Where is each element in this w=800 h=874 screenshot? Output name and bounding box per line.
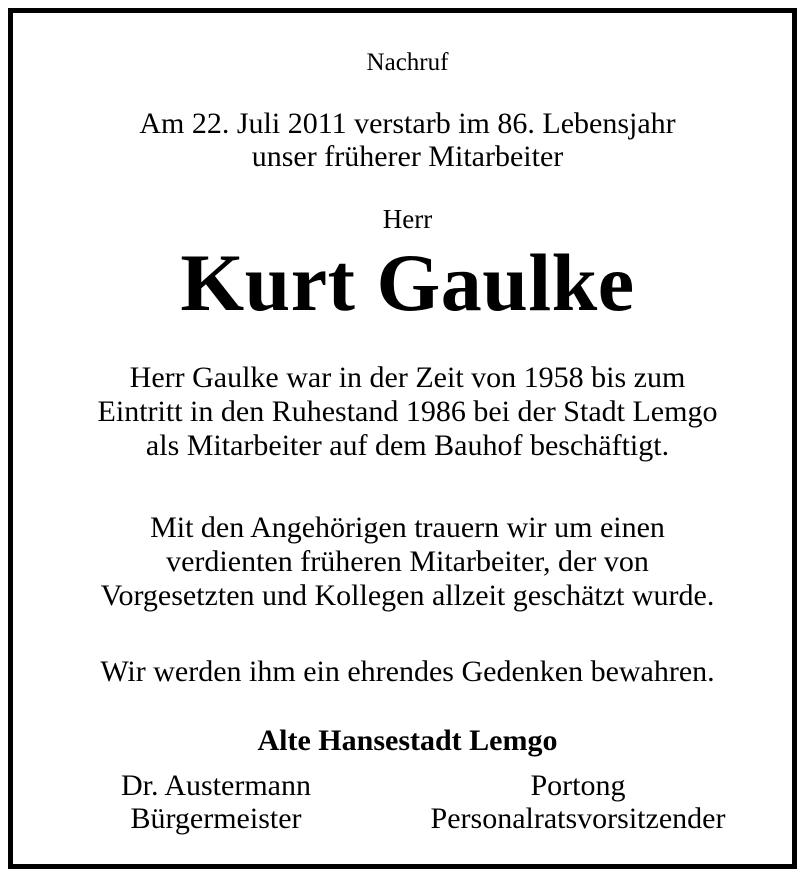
signatory-name: Portong xyxy=(530,769,626,802)
paragraph-line: Eintritt in den Ruhestand 1986 bei der Stadt Lemgo xyxy=(97,395,718,428)
organization-name: Alte Hansestadt Lemgo xyxy=(257,724,558,757)
signatory-title: Personalratsvorsitzender xyxy=(430,802,726,835)
signatory-title: Bürgermeister xyxy=(130,802,302,835)
notice-heading: Nachruf xyxy=(366,49,449,76)
obituary-notice-frame xyxy=(8,8,797,869)
paragraph-line: als Mitarbeiter auf dem Bauhof beschäftigt. xyxy=(145,429,670,462)
intro-line: Am 22. Juli 2011 verstarb im 86. Lebensjahr xyxy=(139,107,676,140)
closing-sentence: Wir werden ihm ein ehrendes Gedenken bewahren. xyxy=(100,655,715,688)
paragraph-line: Vorgesetzten und Kollegen allzeit geschätzt wurde. xyxy=(100,579,715,612)
paragraph-line: Herr Gaulke war in der Zeit von 1958 bis zum xyxy=(129,361,686,394)
salutation: Herr xyxy=(382,204,433,234)
paragraph-line: Mit den Angehörigen trauern wir um einen xyxy=(150,511,665,544)
deceased-name: Kurt Gaulke xyxy=(180,237,635,328)
signatory-name: Dr. Austermann xyxy=(121,769,311,802)
paragraph-line: verdienten früheren Mitarbeiter, der von xyxy=(166,545,649,578)
intro-line: unser früherer Mitarbeiter xyxy=(251,140,564,173)
